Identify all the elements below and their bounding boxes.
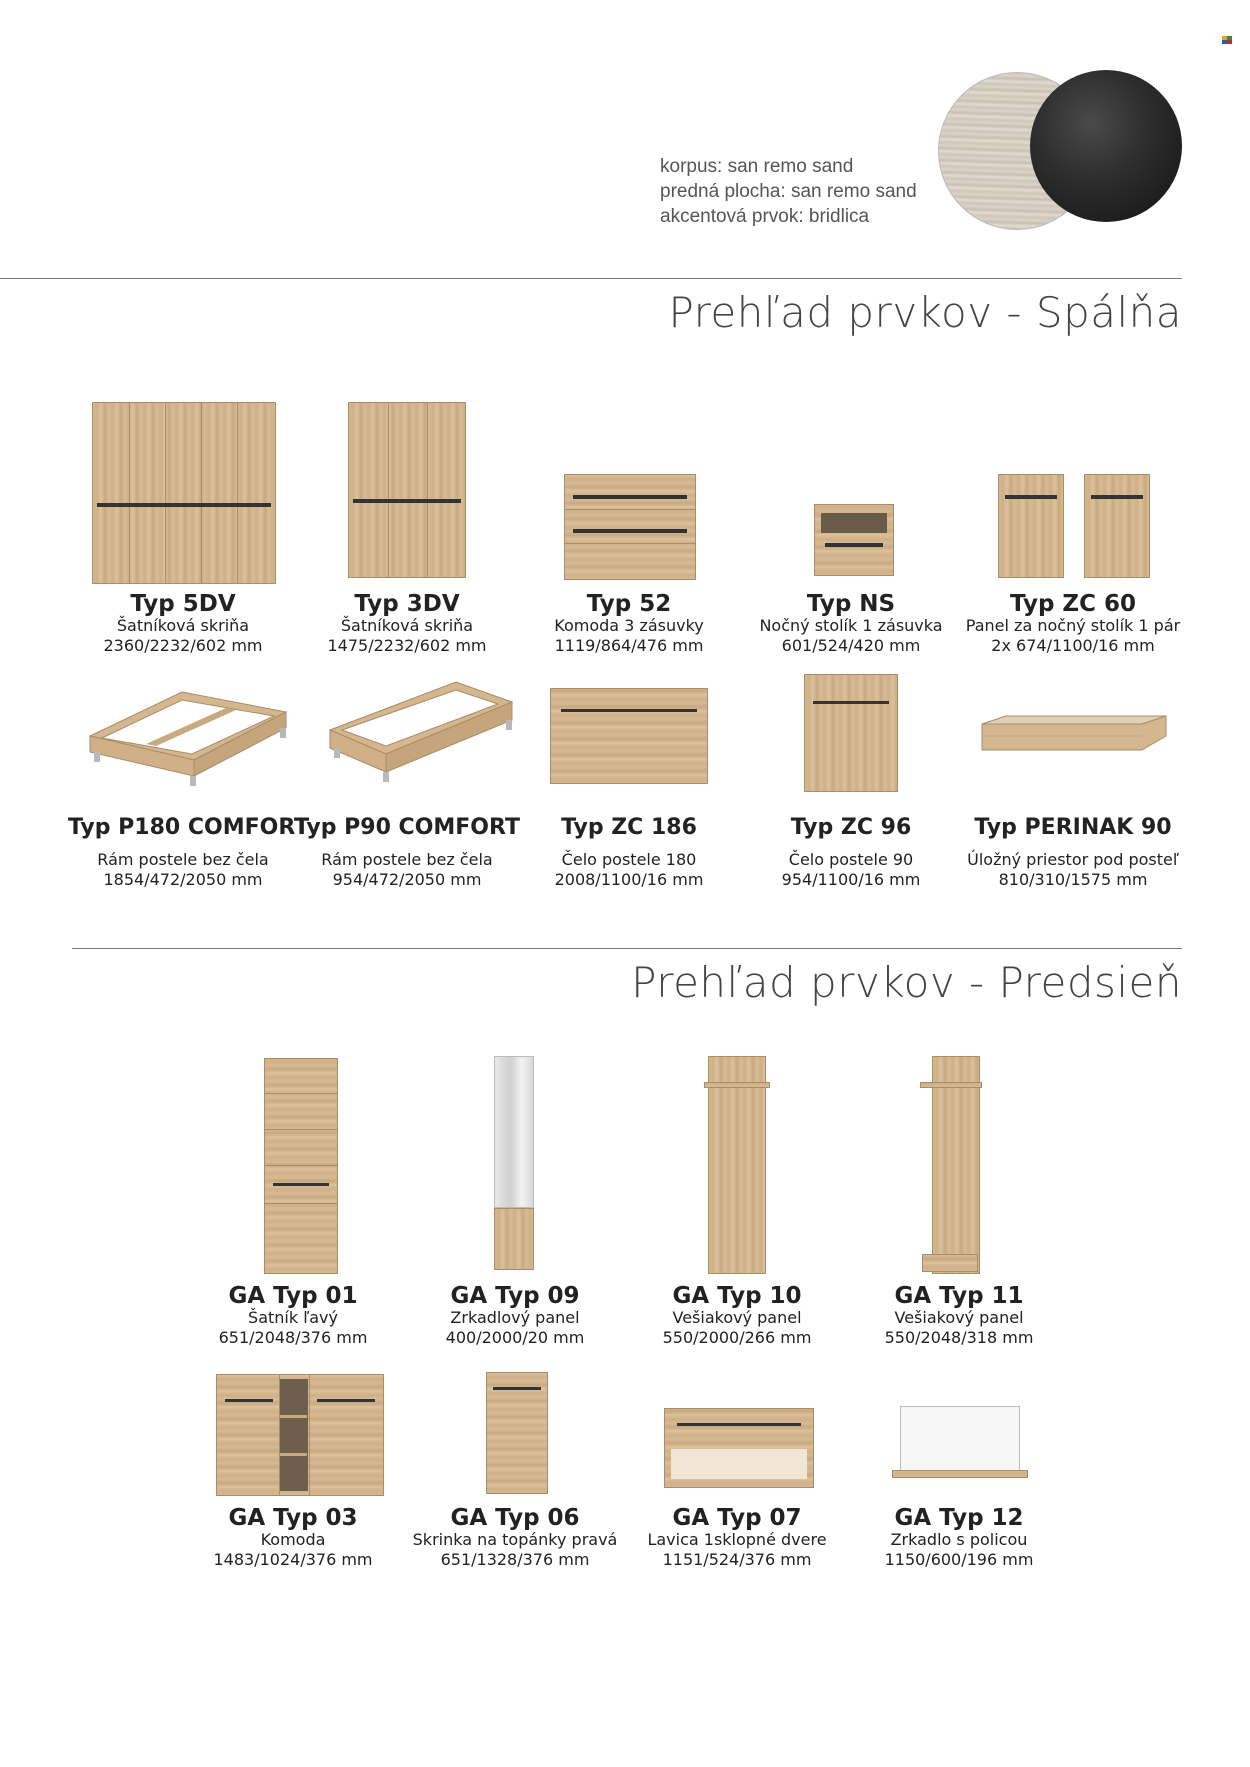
item-dims: 1119/864/476 mm bbox=[554, 636, 704, 655]
mirror-ga12-image bbox=[896, 1406, 1024, 1478]
bedroom-item-5dv bbox=[68, 592, 298, 656]
hall-item-ga09 bbox=[400, 1284, 630, 1348]
item-dims: 550/2000/266 mm bbox=[662, 1328, 812, 1347]
hall-item-ga07 bbox=[622, 1506, 852, 1570]
item-name: Typ NS bbox=[806, 591, 896, 617]
item-name: GA Typ 03 bbox=[228, 1505, 358, 1531]
item-desc: Vešiakový panel bbox=[894, 1308, 1024, 1327]
bedroom-item-p90 bbox=[292, 816, 522, 890]
bedroom-item-3dv bbox=[292, 592, 522, 656]
hall-item-ga06 bbox=[400, 1506, 630, 1570]
coat-panel-ga11-bench bbox=[922, 1254, 978, 1272]
hall-item-ga12 bbox=[844, 1506, 1074, 1570]
item-dims: 810/310/1575 mm bbox=[998, 870, 1148, 889]
item-dims: 954/1100/16 mm bbox=[781, 870, 921, 889]
corner-logo-icon bbox=[1222, 36, 1232, 44]
item-desc: Šatníková skriňa bbox=[116, 616, 250, 635]
nightstand-ns-image bbox=[814, 504, 894, 576]
item-desc: Rám postele bez čela bbox=[321, 850, 493, 869]
hall-item-ga11 bbox=[844, 1284, 1074, 1348]
item-dims: 2x 674/1100/16 mm bbox=[991, 636, 1155, 655]
underbed-storage-image bbox=[976, 714, 1170, 760]
item-desc: Šatník ľavý bbox=[248, 1308, 338, 1327]
item-desc: Rám postele bez čela bbox=[97, 850, 269, 869]
bedroom-item-p180 bbox=[68, 815, 310, 890]
section-divider-top bbox=[0, 278, 1182, 279]
item-dims: 651/2048/376 mm bbox=[218, 1328, 368, 1347]
item-name: GA Typ 01 bbox=[228, 1283, 358, 1309]
item-desc: Úložný priestor pod posteľ bbox=[967, 850, 1179, 869]
bedroom-item-zc60 bbox=[958, 592, 1188, 656]
bed-frame-p90-image bbox=[326, 680, 516, 790]
item-name: GA Typ 09 bbox=[450, 1283, 580, 1309]
item-dims: 1475/2232/602 mm bbox=[327, 636, 487, 655]
item-name: Typ PERINAK 90 bbox=[974, 815, 1172, 840]
item-dims: 400/2000/20 mm bbox=[445, 1328, 585, 1347]
wardrobe-3dv-image bbox=[348, 402, 466, 578]
item-desc: Čelo postele 180 bbox=[561, 850, 697, 869]
wardrobe-ga01-image bbox=[264, 1058, 338, 1274]
item-name: Typ 52 bbox=[586, 591, 672, 617]
bedroom-item-52 bbox=[514, 592, 744, 656]
item-dims: 954/472/2050 mm bbox=[332, 870, 482, 889]
item-dims: 550/2048/318 mm bbox=[884, 1328, 1034, 1347]
hall-item-ga01 bbox=[178, 1284, 408, 1348]
item-desc: Nočný stolík 1 zásuvka bbox=[759, 616, 943, 635]
section-divider-middle bbox=[72, 948, 1182, 949]
item-desc: Šatníková skriňa bbox=[340, 616, 474, 635]
item-desc: Vešiakový panel bbox=[672, 1308, 802, 1327]
item-name: Typ ZC 96 bbox=[790, 815, 912, 840]
item-dims: 1483/1024/376 mm bbox=[213, 1550, 373, 1569]
panel-zc60-right-image bbox=[1084, 474, 1150, 578]
shoe-cabinet-ga06-image bbox=[486, 1372, 548, 1494]
item-name: Typ P180 COMFORT bbox=[68, 815, 310, 840]
hall-item-ga03 bbox=[178, 1506, 408, 1570]
item-dims: 1151/524/376 mm bbox=[662, 1550, 812, 1569]
item-name: Typ ZC 60 bbox=[1010, 591, 1136, 617]
legend-front: predná plocha: san remo sand bbox=[660, 181, 917, 202]
bed-frame-p180-image bbox=[86, 684, 290, 788]
item-name: GA Typ 12 bbox=[894, 1505, 1024, 1531]
item-name: GA Typ 06 bbox=[450, 1505, 580, 1531]
item-desc: Zrkadlo s policou bbox=[890, 1530, 1028, 1549]
item-name: Typ 5DV bbox=[130, 591, 236, 617]
item-name: GA Typ 07 bbox=[672, 1505, 802, 1531]
item-desc: Panel za nočný stolík 1 pár bbox=[965, 616, 1181, 635]
hall-section-title: Prehľad prvkov - Predsieň bbox=[631, 958, 1182, 1007]
finish-legend bbox=[660, 154, 917, 229]
panel-zc60-left-image bbox=[998, 474, 1064, 578]
legend-accent: akcentová prvok: bridlica bbox=[660, 206, 870, 227]
bedroom-item-ns bbox=[736, 592, 966, 656]
bench-ga07-image bbox=[664, 1408, 814, 1488]
item-desc: Lavica 1sklopné dvere bbox=[647, 1530, 827, 1549]
item-desc: Čelo postele 90 bbox=[788, 850, 914, 869]
item-dims: 1854/472/2050 mm bbox=[103, 870, 263, 889]
dresser-52-image bbox=[564, 474, 696, 580]
item-name: GA Typ 10 bbox=[672, 1283, 802, 1309]
bedroom-item-perinak bbox=[958, 816, 1188, 890]
item-name: Typ ZC 186 bbox=[561, 815, 697, 840]
item-desc: Komoda 3 zásuvky bbox=[554, 616, 704, 635]
headboard-zc186-image bbox=[550, 688, 708, 784]
coat-panel-ga10-shelf bbox=[704, 1082, 770, 1088]
dresser-ga03-image bbox=[216, 1374, 384, 1496]
bedroom-section-title: Prehľad prvkov - Spálňa bbox=[668, 288, 1182, 337]
item-dims: 1150/600/196 mm bbox=[884, 1550, 1034, 1569]
item-desc: Zrkadlový panel bbox=[450, 1308, 580, 1327]
bedroom-item-zc96 bbox=[736, 816, 966, 890]
item-dims: 2360/2232/602 mm bbox=[103, 636, 263, 655]
coat-panel-ga10-image bbox=[708, 1056, 766, 1274]
item-dims: 601/524/420 mm bbox=[781, 636, 921, 655]
item-desc: Komoda bbox=[260, 1530, 326, 1549]
coat-panel-ga11-image bbox=[932, 1056, 980, 1274]
bedroom-item-zc186 bbox=[514, 816, 744, 890]
item-dims: 651/1328/376 mm bbox=[440, 1550, 590, 1569]
legend-korpus: korpus: san remo sand bbox=[660, 156, 854, 177]
item-dims: 2008/1100/16 mm bbox=[554, 870, 704, 889]
slate-swatch bbox=[1030, 70, 1182, 222]
wardrobe-5dv-image bbox=[92, 402, 276, 584]
item-name: Typ P90 COMFORT bbox=[294, 815, 520, 840]
coat-panel-ga11-shelf bbox=[920, 1082, 982, 1088]
mirror-panel-ga09-image bbox=[494, 1056, 534, 1270]
item-name: Typ 3DV bbox=[354, 591, 460, 617]
hall-item-ga10 bbox=[622, 1284, 852, 1348]
item-desc: Skrinka na topánky pravá bbox=[412, 1530, 618, 1549]
item-name: GA Typ 11 bbox=[894, 1283, 1024, 1309]
headboard-zc96-image bbox=[804, 674, 898, 792]
